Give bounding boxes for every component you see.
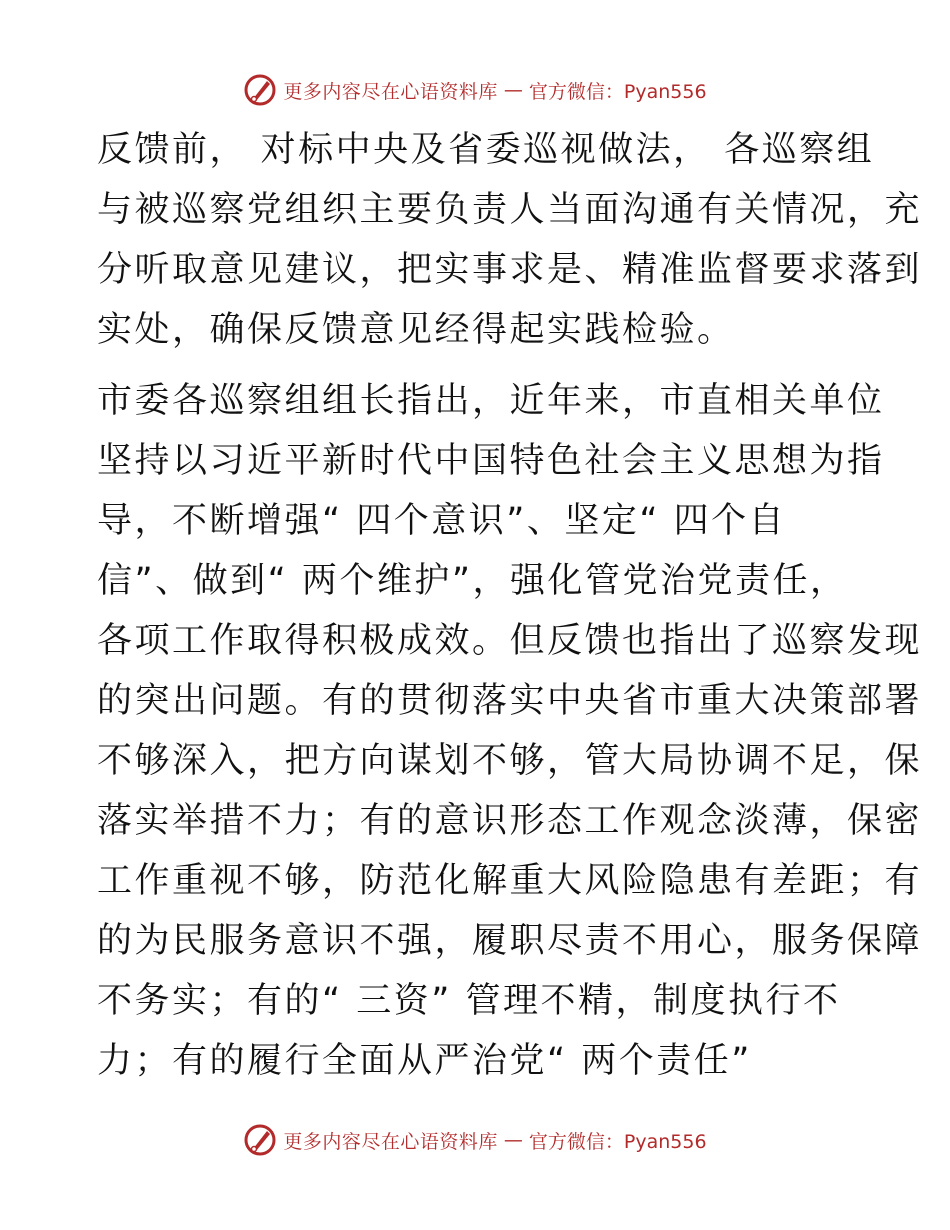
paragraph [97,371,923,1091]
text-line: 力；有的履行全面从严治党“ 两个责任” [97,1041,752,1081]
text-line: 各项工作取得积极成效。但反馈也指出了巡察发现 [97,621,923,661]
text-line: 的突出问题。有的贯彻落实中央省市重大决策部署 [97,681,923,721]
text-line: 与被巡察党组织主要负责人当面沟通有关情况，充 [97,190,923,230]
text-line: 反馈前， 对标中央及省委巡视做法， 各巡察组 [97,130,875,170]
banner-site-text: 更多内容尽在心语资料库 [283,1130,498,1153]
text-line: 导，不断增强“ 四个意识”、坚定“ 四个自 [97,501,787,541]
text-line: 信”、做到“ 两个维护”，强化管党治党责任， [97,561,848,601]
text-line: 坚持以习近平新时代中国特色社会主义思想为指 [97,441,885,481]
header-banner [0,70,950,110]
banner-separator: — [503,79,523,101]
text-line: 的为民服务意识不强，履职尽责不用心，服务保障 [97,921,923,961]
text-line: 分听取意见建议，把实事求是、精准监督要求落到 [97,250,923,290]
text-line: 不务实；有的“ 三资” 管理不精，制度执行不 [97,981,841,1021]
text-line: 市委各巡察组组长指出，近年来，市直相关单位 [97,381,885,421]
document-body [97,120,923,1091]
banner-separator: — [503,1129,523,1151]
text-line: 实处，确保反馈意见经得起实践检验。 [97,310,735,350]
banner-site-text: 更多内容尽在心语资料库 [283,80,498,103]
quill-pen-logo-icon [243,73,277,107]
banner-wechat-text: 官方微信：Pyan556 [528,1130,707,1153]
quill-pen-logo-icon [243,1123,277,1157]
text-line: 工作重视不够，防范化解重大风险隐患有差距；有 [97,861,923,901]
text-line: 不够深入，把方向谋划不够，管大局协调不足，保 [97,741,923,781]
banner-wechat-text: 官方微信：Pyan556 [528,80,707,103]
footer-banner [0,1120,950,1160]
paragraph [97,120,923,360]
paragraph-gap [97,360,857,371]
text-line: 落实举措不力；有的意识形态工作观念淡薄，保密 [97,801,923,841]
